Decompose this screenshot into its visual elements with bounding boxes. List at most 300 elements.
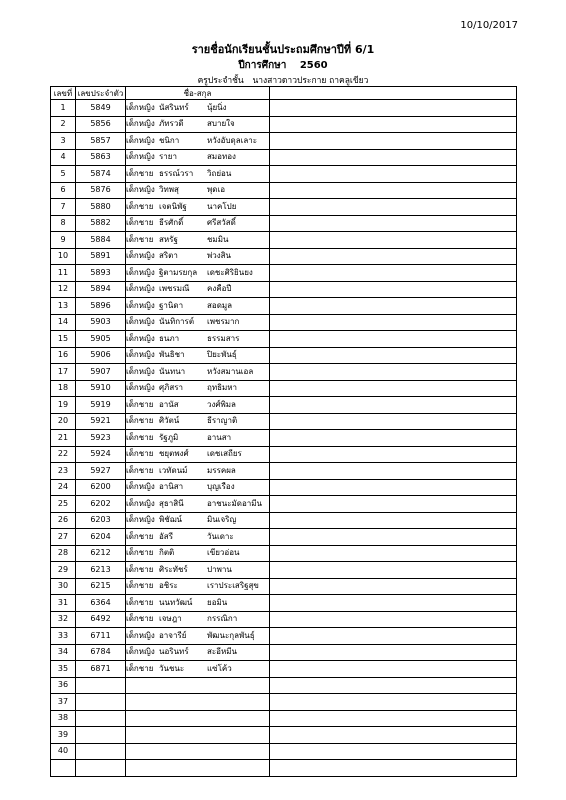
first-name: สุธาสินี [159,498,184,508]
name-prefix: เด็กหญิง [126,482,155,492]
row-number: 12 [51,281,76,298]
name-prefix: เด็กชาย [126,581,154,591]
student-id: 6203 [76,512,126,529]
row-number: 32 [51,611,76,628]
column-header-student-id: เลขประจำตัว [76,87,126,100]
row-number: 5 [51,166,76,183]
table-row [51,628,517,645]
student-name [126,661,270,678]
student-name [126,644,270,661]
row-number: 21 [51,430,76,447]
first-name: เจษฎา [159,614,182,624]
row-number: 13 [51,298,76,315]
blank-cell [270,133,517,150]
name-prefix: เด็กชาย [126,432,154,442]
student-id [76,694,126,711]
row-number: 22 [51,446,76,463]
row-number: 10 [51,248,76,265]
blank-cell [270,628,517,645]
student-id: 5906 [76,347,126,364]
row-number: 36 [51,677,76,694]
row-number: 4 [51,149,76,166]
name-prefix: เด็กหญิง [126,350,155,360]
table-row [51,446,517,463]
column-header-blank [270,87,517,100]
homeroom-teacher [0,73,566,87]
student-id: 6871 [76,661,126,678]
first-name: สหรัฐ [159,234,178,244]
first-name: อัสรี [159,531,173,541]
first-name: ชนิกา [159,135,180,145]
student-id [76,743,126,760]
first-name: ภัทรวดี [159,119,184,129]
student-name [126,364,270,381]
name-prefix: เด็กหญิง [126,284,155,294]
name-prefix: เด็กชาย [126,416,154,426]
last-name: เดชเสถียร [207,449,242,459]
student-id: 5874 [76,166,126,183]
blank-cell [270,562,517,579]
teacher-name: นางสาวดาวประกาย ถาคลูเขียว [252,76,369,86]
student-roster-table [50,86,517,777]
blank-cell [270,760,517,777]
first-name: นันทิการต์ [159,317,195,327]
student-name [126,182,270,199]
table-row [51,166,517,183]
student-name [126,166,270,183]
blank-cell [270,298,517,315]
name-prefix: เด็กหญิง [126,102,155,112]
student-name [126,248,270,265]
first-name: นอรินทร์ [159,647,189,657]
first-name: นัสรินทร์ [159,102,189,112]
blank-cell [270,281,517,298]
table-row [51,199,517,216]
last-name: ธรรมสาร [207,333,240,343]
student-id: 6213 [76,562,126,579]
name-prefix: เด็กหญิง [126,498,155,508]
blank-cell [270,694,517,711]
student-id: 5893 [76,265,126,282]
row-number: 39 [51,727,76,744]
blank-cell [270,545,517,562]
name-prefix: เด็กหญิง [126,251,155,261]
table-row [51,710,517,727]
student-id [76,727,126,744]
name-prefix: เด็กชาย [126,399,154,409]
first-name: ฐานิดา [159,300,184,310]
row-number: 2 [51,116,76,133]
last-name: หวังสมานเอล [207,366,254,376]
table-row [51,661,517,678]
row-number: 1 [51,100,76,117]
student-name [126,694,270,711]
table-row [51,133,517,150]
last-name: คงคือปี [207,284,232,294]
table-row [51,694,517,711]
student-id: 6212 [76,545,126,562]
column-header-number: เลขที่ [51,87,76,100]
name-prefix: เด็กหญิง [126,135,155,145]
name-prefix: เด็กชาย [126,218,154,228]
last-name: กรรณิกา [207,614,238,624]
last-name: ปาพาน [207,564,232,574]
table-row [51,298,517,315]
row-number: 27 [51,529,76,546]
blank-cell [270,149,517,166]
student-id: 6492 [76,611,126,628]
blank-cell [270,248,517,265]
student-name [126,199,270,216]
student-id: 5882 [76,215,126,232]
name-prefix: เด็กชาย [126,201,154,211]
first-name: วิทพสุ [159,185,179,195]
first-name: ธนภา [159,333,180,343]
table-row [51,397,517,414]
student-name [126,512,270,529]
blank-cell [270,232,517,249]
student-id: 6364 [76,595,126,612]
student-name [126,116,270,133]
student-id: 5863 [76,149,126,166]
student-id: 6784 [76,644,126,661]
student-id [76,710,126,727]
row-number: 28 [51,545,76,562]
name-prefix: เด็กชาย [126,531,154,541]
table-row [51,149,517,166]
last-name: ยอมิน [207,597,228,607]
blank-cell [270,182,517,199]
student-id: 5919 [76,397,126,414]
student-name [126,562,270,579]
blank-cell [270,199,517,216]
table-row [51,182,517,199]
table-row [51,562,517,579]
table-row [51,644,517,661]
row-number: 37 [51,694,76,711]
name-prefix: เด็กหญิง [126,515,155,525]
table-row [51,281,517,298]
row-number: 31 [51,595,76,612]
last-name: บุญเรือง [207,482,235,492]
last-name: ฤทธิมหา [207,383,238,393]
name-prefix: เด็กหญิง [126,630,155,640]
student-id: 5907 [76,364,126,381]
student-name [126,133,270,150]
last-name: ธีราญาติ [207,416,238,426]
table-row [51,265,517,282]
student-name [126,232,270,249]
last-name: เขียวอ่อน [207,548,240,558]
column-header-name: ชื่อ-สกุล [126,87,270,100]
blank-cell [270,463,517,480]
table-row [51,578,517,595]
name-prefix: เด็กชาย [126,168,154,178]
table-row [51,479,517,496]
student-name [126,413,270,430]
last-name: ศรีสวัสดิ์ [207,218,236,228]
table-row [51,314,517,331]
first-name: ธีรศักดิ์ [159,218,184,228]
blank-cell [270,595,517,612]
table-row [51,727,517,744]
row-number: 6 [51,182,76,199]
student-name [126,760,270,777]
student-id: 5924 [76,446,126,463]
row-number: 30 [51,578,76,595]
first-name: อชิระ [159,581,178,591]
student-name [126,446,270,463]
student-name [126,380,270,397]
first-name: เพชรมณี [159,284,190,294]
table-row [51,512,517,529]
last-name: อาชนะมัดอามีน [207,498,262,508]
student-id: 6215 [76,578,126,595]
blank-cell [270,413,517,430]
student-name [126,463,270,480]
table-row [51,760,517,777]
blank-cell [270,166,517,183]
blank-cell [270,331,517,348]
student-name [126,710,270,727]
blank-cell [270,727,517,744]
name-prefix: เด็กหญิง [126,366,155,376]
student-id: 5884 [76,232,126,249]
first-name: อาจารีย์ [159,630,187,640]
first-name: ธรรณ์วรา [159,168,194,178]
row-number: 34 [51,644,76,661]
blank-cell [270,364,517,381]
last-name: ชมมิน [207,234,229,244]
blank-cell [270,644,517,661]
print-date: 10/10/2017 [460,20,518,31]
student-id: 6711 [76,628,126,645]
student-id: 5876 [76,182,126,199]
last-name: นาคโปย [207,201,237,211]
blank-cell [270,611,517,628]
first-name: เวทัดนม์ [159,465,188,475]
last-name: วิถย่อน [207,168,232,178]
row-number: 18 [51,380,76,397]
row-number: 15 [51,331,76,348]
student-name [126,727,270,744]
first-name: พิชัฌน์ [159,515,183,525]
student-name [126,331,270,348]
student-name [126,100,270,117]
row-number: 23 [51,463,76,480]
name-prefix: เด็กหญิง [126,383,155,393]
student-name [126,314,270,331]
first-name: กิตติ [159,548,175,558]
student-name [126,578,270,595]
student-id: 5905 [76,331,126,348]
student-id: 5849 [76,100,126,117]
table-row [51,463,517,480]
student-id: 5903 [76,314,126,331]
name-prefix: เด็กหญิง [126,119,155,129]
first-name: เจตนิพัฐ [159,201,187,211]
table-header-row [51,87,517,100]
blank-cell [270,677,517,694]
student-id: 5927 [76,463,126,480]
last-name: พัฒนะกุลพันธุ์ [207,630,255,640]
first-name: ศิระทัชร์ [159,564,188,574]
student-id: 5856 [76,116,126,133]
row-number: 33 [51,628,76,645]
last-name: พุดเอ [207,185,226,195]
name-prefix: เด็กชาย [126,614,154,624]
blank-cell [270,578,517,595]
blank-cell [270,661,517,678]
academic-year-label: ปีการศึกษา [238,60,287,71]
name-prefix: เด็กชาย [126,597,154,607]
last-name: ปิยะพันธุ์ [207,350,237,360]
student-name [126,628,270,645]
blank-cell [270,314,517,331]
blank-cell [270,710,517,727]
last-name: เพชรมาก [207,317,240,327]
first-name: รัฐภูมิ [159,432,179,442]
table-row [51,380,517,397]
blank-cell [270,430,517,447]
table-row [51,100,517,117]
table-row [51,364,517,381]
table-row [51,496,517,513]
name-prefix: เด็กชาย [126,234,154,244]
row-number: 9 [51,232,76,249]
last-name: แซ่โค้ว [207,663,232,673]
blank-cell [270,215,517,232]
student-id: 5921 [76,413,126,430]
academic-year [0,58,566,73]
first-name: ฐิตามรยกุล [159,267,198,277]
blank-cell [270,512,517,529]
table-row [51,347,517,364]
blank-cell [270,397,517,414]
first-name: อานิสา [159,482,184,492]
first-name: นันทนา [159,366,186,376]
blank-cell [270,743,517,760]
name-prefix: เด็กชาย [126,548,154,558]
row-number: 14 [51,314,76,331]
student-id: 5894 [76,281,126,298]
student-name [126,479,270,496]
document-title: รายชื่อนักเรียนชั้นประถมศึกษาปีที่ 6/1 [191,43,375,56]
name-prefix: เด็กหญิง [126,317,155,327]
row-number [51,760,76,777]
first-name: อานัส [159,399,179,409]
name-prefix: เด็กหญิง [126,333,155,343]
student-name [126,298,270,315]
name-prefix: เด็กชาย [126,449,154,459]
table-row [51,743,517,760]
row-number: 11 [51,265,76,282]
student-name [126,265,270,282]
last-name: วันเดาะ [207,531,234,541]
name-prefix: เด็กหญิง [126,300,155,310]
last-name: สะอีหมีน [207,647,237,657]
row-number: 8 [51,215,76,232]
blank-cell [270,100,517,117]
row-number: 24 [51,479,76,496]
row-number: 35 [51,661,76,678]
table-row [51,116,517,133]
student-id: 5910 [76,380,126,397]
blank-cell [270,529,517,546]
student-id: 5880 [76,199,126,216]
student-name [126,611,270,628]
student-name [126,545,270,562]
row-number: 17 [51,364,76,381]
first-name: ศิวัตน์ [159,416,180,426]
row-number: 26 [51,512,76,529]
student-id [76,677,126,694]
student-name [126,281,270,298]
last-name: สมอทอง [207,152,236,162]
name-prefix: เด็กหญิง [126,185,155,195]
row-number: 29 [51,562,76,579]
first-name: พันธิชา [159,350,185,360]
row-number: 19 [51,397,76,414]
blank-cell [270,116,517,133]
name-prefix: เด็กหญิง [126,152,155,162]
teacher-label: ครูประจำชั้น [197,76,244,86]
blank-cell [270,446,517,463]
student-name [126,215,270,232]
last-name: พ่วงสิน [207,251,232,261]
row-number: 20 [51,413,76,430]
table-row [51,545,517,562]
first-name: วันชนะ [159,663,185,673]
student-name [126,677,270,694]
name-prefix: เด็กหญิง [126,647,155,657]
blank-cell [270,479,517,496]
row-number: 38 [51,710,76,727]
last-name: เราประเสริฐสุข [207,581,259,591]
table-row [51,611,517,628]
student-id: 5857 [76,133,126,150]
name-prefix: เด็กชาย [126,663,154,673]
name-prefix: เด็กหญิง [126,267,155,277]
name-prefix: เด็กชาย [126,564,154,574]
first-name: รายา [159,152,177,162]
last-name: สบายใจ [207,119,235,129]
table-row [51,331,517,348]
row-number: 25 [51,496,76,513]
table-row [51,677,517,694]
academic-year-value: 2560 [299,60,328,71]
student-name [126,529,270,546]
row-number: 3 [51,133,76,150]
student-id [76,760,126,777]
row-number: 16 [51,347,76,364]
table-row [51,529,517,546]
first-name: ศุภิสรา [159,383,184,393]
student-id: 6204 [76,529,126,546]
table-row [51,430,517,447]
last-name: วงศ์พิมล [207,399,236,409]
table-row [51,413,517,430]
student-id: 6202 [76,496,126,513]
row-number: 40 [51,743,76,760]
student-id: 6200 [76,479,126,496]
last-name: เดชะศิริยินยง [207,267,253,277]
table-row [51,595,517,612]
blank-cell [270,347,517,364]
student-name [126,430,270,447]
row-number: 7 [51,199,76,216]
student-name [126,743,270,760]
